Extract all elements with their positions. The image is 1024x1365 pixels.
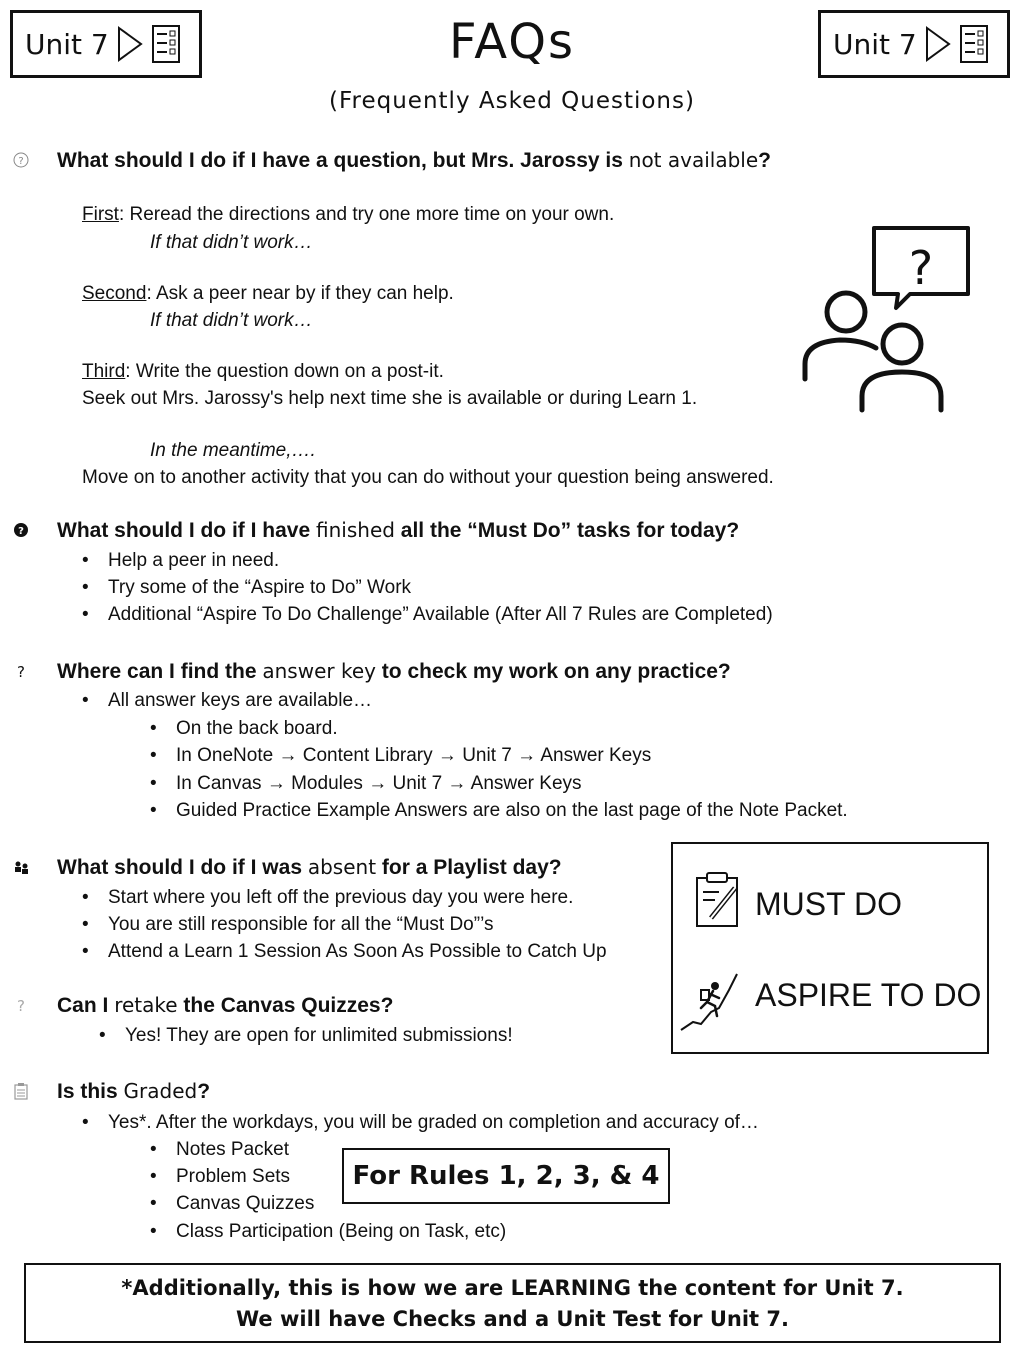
page-title: FAQs bbox=[449, 14, 575, 70]
canvas-path: • In Canvas → Modules → Unit 7 → Answer Keys bbox=[176, 773, 582, 795]
highlight-graded: Graded bbox=[123, 1079, 198, 1103]
list-item: • Guided Practice Example Answers are also on the last page of the Note Packet. bbox=[176, 800, 848, 822]
rules-note: For Rules 1, 2, 3, & 4 bbox=[342, 1148, 670, 1204]
meantime-label: In the meantime,…. bbox=[150, 440, 316, 461]
onenote-path: • In OneNote → Content Library → Unit 7 → Answer Keys bbox=[176, 745, 651, 767]
question-light-icon bbox=[12, 996, 30, 1014]
first-followup: If that didn’t work… bbox=[150, 232, 313, 253]
arrow-right-icon: → bbox=[447, 773, 467, 794]
svg-text:?: ? bbox=[18, 526, 24, 537]
svg-text:?: ? bbox=[908, 241, 934, 295]
highlight-answer-key: answer key bbox=[262, 659, 376, 683]
climber-icon bbox=[679, 972, 741, 1034]
meantime-text: Move on to another activity that you can do without your question being answered. bbox=[82, 467, 774, 488]
question-mark-icon bbox=[12, 662, 30, 680]
people-small-icon bbox=[12, 858, 30, 876]
list-item: • Start where you left off the previous day you were here. bbox=[108, 887, 573, 909]
list-item: • Notes Packet bbox=[176, 1139, 289, 1161]
list-item: • You are still responsible for all the “Must Do”’s bbox=[108, 914, 493, 936]
list-item: • Attend a Learn 1 Session As Soon As Possible to Catch Up bbox=[108, 941, 607, 963]
arrow-right-icon: → bbox=[517, 745, 537, 766]
faq-question-3: Where can I find the answer key to check my work on any practice? bbox=[57, 659, 731, 683]
faq-question-5: Can I retake the Canvas Quizzes? bbox=[57, 993, 394, 1017]
third-step-line2: Seek out Mrs. Jarossy's help next time she is available or during Learn 1. bbox=[82, 388, 698, 409]
list-item: • Yes*. After the workdays, you will be graded on completion and accuracy of… bbox=[108, 1112, 759, 1134]
faq-question-1: What should I do if I have a question, but Mrs. Jarossy is not available? bbox=[57, 148, 771, 172]
list-item: • Class Participation (Being on Task, etc) bbox=[176, 1221, 506, 1243]
first-step: First: Reread the directions and try one more time on your own. bbox=[82, 204, 615, 225]
legend-must-do: MUST DO bbox=[755, 886, 902, 922]
second-followup: If that didn’t work… bbox=[150, 310, 313, 331]
highlight-not-available: not available bbox=[628, 148, 759, 172]
list-item: • On the back board. bbox=[176, 718, 338, 740]
arrow-right-icon: → bbox=[437, 745, 457, 766]
faq-question-2: What should I do if I have finished all the “Must Do” tasks for today? bbox=[57, 518, 740, 542]
question-filled-icon bbox=[12, 521, 30, 539]
third-step: Third: Write the question down on a post-it. bbox=[82, 361, 444, 382]
footer-line-2: We will have Checks and a Unit Test for Unit 7. bbox=[236, 1307, 789, 1331]
highlight-absent: absent bbox=[307, 855, 377, 879]
people-question-icon bbox=[800, 224, 975, 414]
list-item: • Additional “Aspire To Do Challenge” Available (After All 7 Rules are Completed) bbox=[108, 604, 773, 626]
faq-question-4: What should I do if I was absent for a Playlist day? bbox=[57, 855, 562, 879]
highlight-finished: finished bbox=[316, 518, 395, 542]
arrow-right-icon: → bbox=[266, 773, 286, 794]
arrow-right-icon: → bbox=[278, 745, 298, 766]
list-item: • All answer keys are available… bbox=[108, 690, 372, 712]
footer-note bbox=[24, 1263, 1001, 1343]
legend-box bbox=[671, 842, 989, 1054]
unit-label: Unit 7 bbox=[25, 27, 109, 61]
clipboard-icon bbox=[12, 1082, 30, 1100]
list-item: • Try some of the “Aspire to Do” Work bbox=[108, 577, 411, 599]
list-item: • Canvas Quizzes bbox=[176, 1193, 314, 1215]
list-item: • Problem Sets bbox=[176, 1166, 290, 1188]
second-step: Second: Ask a peer near by if they can help. bbox=[82, 283, 454, 304]
svg-text:?: ? bbox=[17, 997, 25, 1014]
list-item: • Help a peer in need. bbox=[108, 550, 279, 572]
highlight-retake: retake bbox=[114, 993, 178, 1017]
list-item: • Yes! They are open for unlimited submissions! bbox=[125, 1025, 513, 1047]
faq-question-6: Is this Graded? bbox=[57, 1079, 211, 1103]
clipboard-pencil-icon bbox=[689, 870, 745, 930]
footer-line-1: *Additionally, this is how we are LEARNING the content for Unit 7. bbox=[121, 1276, 904, 1300]
unit-label: Unit 7 bbox=[833, 27, 917, 61]
svg-text:?: ? bbox=[18, 156, 24, 167]
legend-aspire-to-do: ASPIRE TO DO bbox=[755, 977, 982, 1013]
arrow-right-icon: → bbox=[368, 773, 388, 794]
question-circle-icon bbox=[12, 151, 30, 169]
svg-text:?: ? bbox=[17, 663, 25, 680]
page-subtitle: (Frequently Asked Questions) bbox=[329, 88, 695, 114]
